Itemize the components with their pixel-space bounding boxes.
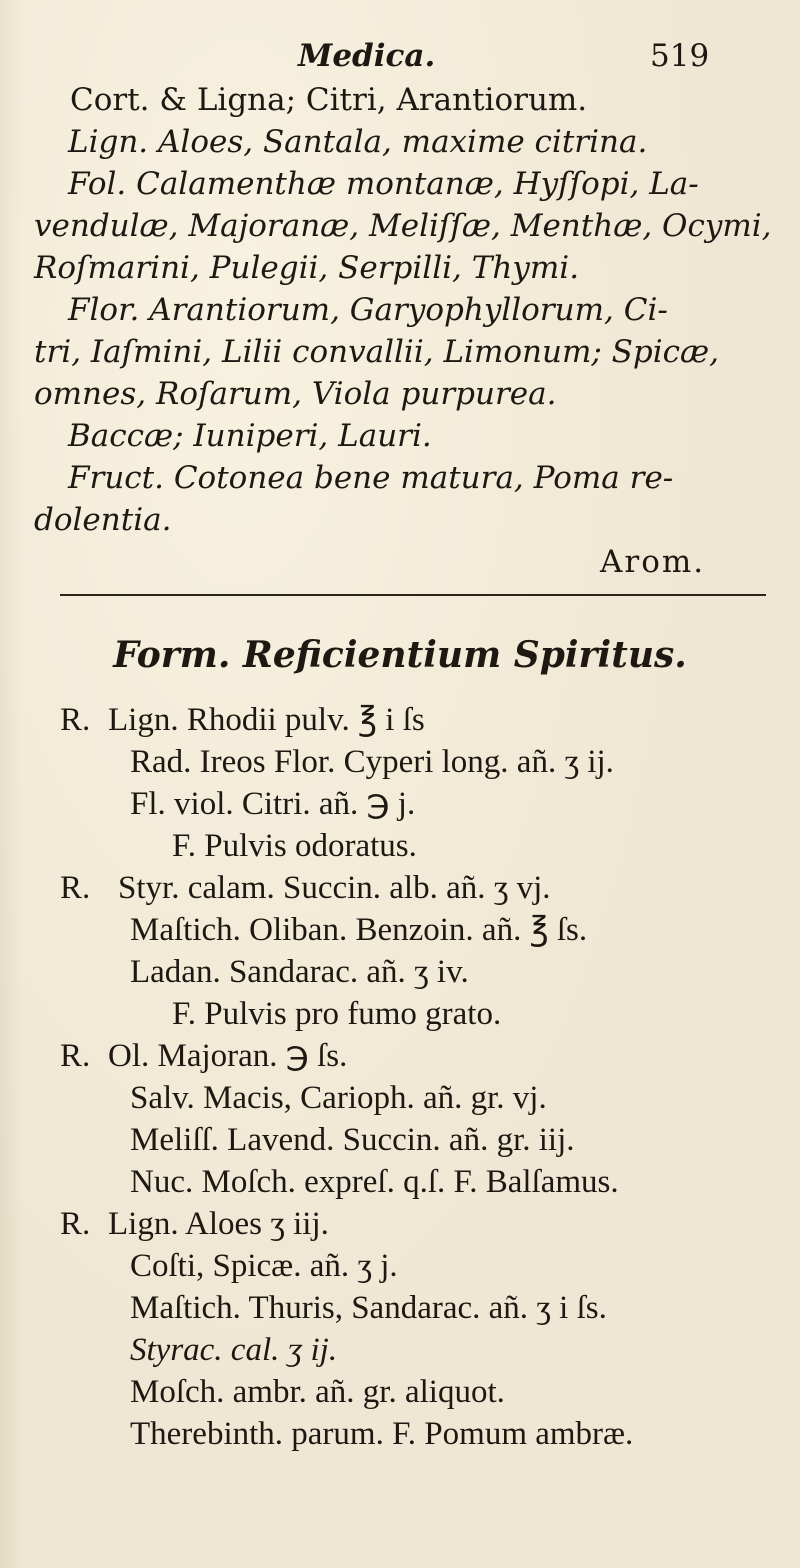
recipe-marker: R. [60, 870, 91, 906]
section-heading: Form. Reficientium Spiritus. [113, 634, 687, 676]
recipe-line: F. Pulvis pro fumo grato. [172, 996, 502, 1032]
text-line: omnes, Roſarum, Viola purpurea. [34, 376, 557, 412]
text-line: Fruct. Cotonea bene matura, Poma re- [68, 460, 674, 496]
text-line: vendulæ, Majoranæ, Meliſſæ, Menthæ, Ocymi, [34, 208, 772, 244]
recipe-line: Ol. Majoran. ℈ ſs. [108, 1038, 348, 1074]
recipe-line: Rad. Ireos Flor. Cyperi long. añ. ʒ ij. [130, 744, 614, 780]
text-line: Fol. Calamenthæ montanæ, Hyſſopi, La- [68, 166, 699, 202]
running-head [0, 38, 800, 78]
recipe-line: F. Pulvis odoratus. [172, 828, 417, 864]
text-line: tri, Iaſmini, Lilii convallii, Limonum; Spicæ, [34, 334, 719, 370]
recipe-marker: R. [60, 1206, 91, 1242]
recipe-line: Nuc. Moſch. expreſ. q.ſ. F. Balſamus. [130, 1164, 619, 1200]
recipe-line: Styrac. cal. ʒ ij. [130, 1332, 338, 1368]
text-line: Lign. Aloes, Santala, maxime citrina. [68, 124, 648, 160]
section-rule [60, 594, 766, 596]
recipe-line: Styr. calam. Succin. alb. añ. ʒ vj. [118, 870, 551, 906]
recipe-line: Therebinth. parum. F. Pomum ambræ. [130, 1416, 634, 1452]
text-line: dolentia. [34, 502, 172, 538]
recipe-line: Maſtich. Thuris, Sandarac. añ. ʒ i ſs. [130, 1290, 607, 1326]
recipe-line: Fl. viol. Citri. añ. ℈ j. [130, 786, 416, 822]
text-line: Arom. [600, 544, 706, 580]
recipe-line: Ladan. Sandarac. añ. ʒ iv. [130, 954, 469, 990]
page-number: 519 [650, 38, 710, 74]
text-line: Flor. Arantiorum, Garyophyllorum, Ci- [68, 292, 668, 328]
recipe-marker: R. [60, 702, 91, 738]
recipe-line: Lign. Rhodii pulv. ℥ i ſs [108, 702, 425, 738]
recipe-line: Salv. Macis, Carioph. añ. gr. vj. [130, 1080, 547, 1116]
running-title: Medica. [298, 38, 436, 74]
text-line: Roſmarini, Pulegii, Serpilli, Thymi. [34, 250, 580, 286]
recipe-line: Meliſſ. Lavend. Succin. añ. gr. iij. [130, 1122, 575, 1158]
text-line: Cort. & Ligna; Citri, Arantiorum. [70, 82, 588, 118]
recipe-line: Coſti, Spicæ. añ. ʒ j. [130, 1248, 398, 1284]
recipe-line: Maſtich. Oliban. Benzoin. añ. ℥ ſs. [130, 912, 588, 948]
text-line: Baccæ; Iuniperi, Lauri. [68, 418, 432, 454]
recipe-marker: R. [60, 1038, 91, 1074]
recipe-line: Lign. Aloes ʒ iij. [108, 1206, 329, 1242]
recipe-line: Moſch. ambr. añ. gr. aliquot. [130, 1374, 505, 1410]
